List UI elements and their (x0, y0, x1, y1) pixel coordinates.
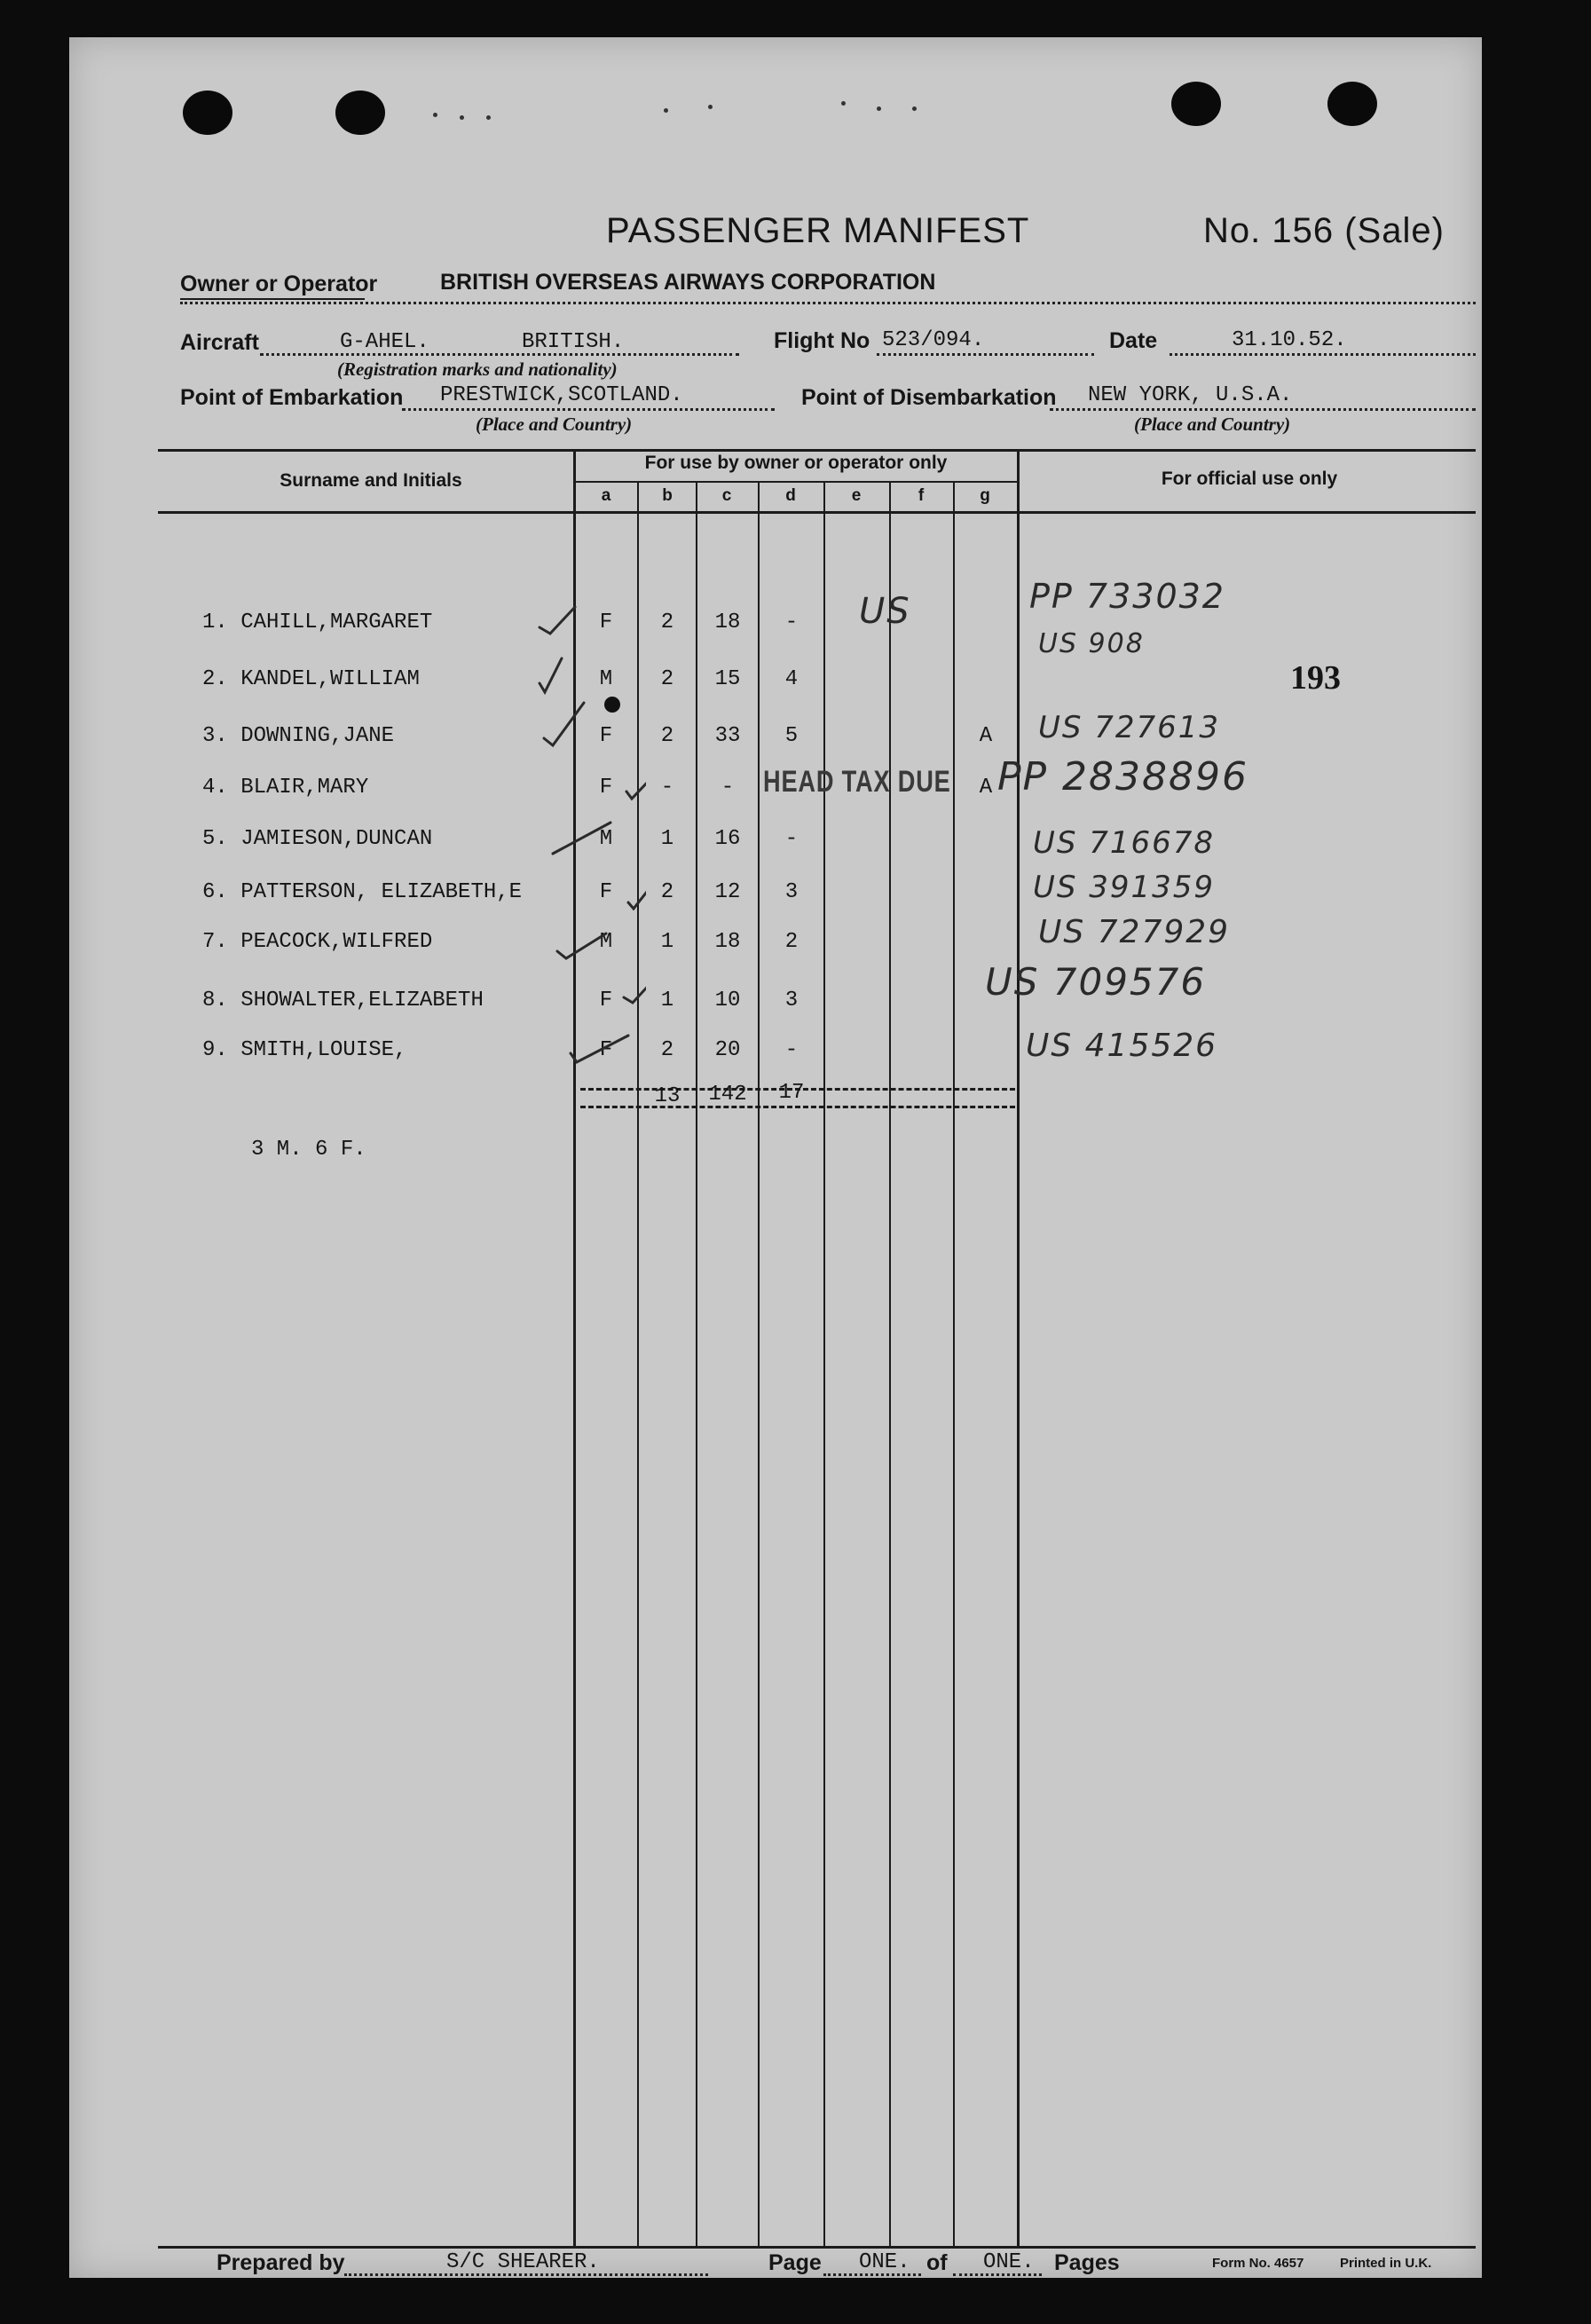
table-header-bottom-border (158, 511, 1476, 514)
passenger-name: 6. PATTERSON, ELIZABETH,E (202, 880, 523, 904)
cell-a: F (599, 724, 613, 748)
checkmark-icon (571, 1036, 628, 1062)
cell-b: 2 (660, 667, 674, 691)
cell-a: F (599, 776, 613, 800)
checkmark-icon (553, 823, 610, 854)
official-entry: US 709576 (985, 960, 1207, 1004)
registration-note: (Registration marks and nationality) (337, 358, 618, 380)
head-tax-due-stamp: HEAD TAX DUE (763, 765, 951, 799)
official-entry: PP 733032 (1029, 577, 1225, 616)
cell-a: F (599, 1038, 613, 1062)
page-title: PASSENGER MANIFEST (606, 211, 1030, 250)
disembarkation-label: Point of Disembarkation (801, 385, 1057, 410)
flight-date: 31.10.52. (1232, 328, 1347, 352)
cell-c: 10 (714, 989, 741, 1012)
cell-g: A (979, 724, 993, 748)
passenger-name: 4. BLAIR,MARY (202, 776, 369, 800)
passenger-name: 9. SMITH,LOUISE, (202, 1038, 407, 1062)
column-letter-c: c (721, 486, 732, 505)
operator-header: For use by owner or operator only (644, 453, 948, 473)
table-bottom-border (158, 2246, 1476, 2249)
totals-bottom-dashed-line (580, 1106, 1015, 1108)
speck (708, 105, 713, 109)
embarkation-note: (Place and Country) (476, 414, 633, 435)
embarkation-value: PRESTWICK,SCOTLAND. (440, 383, 683, 407)
cell-b: 2 (660, 1038, 674, 1062)
official-entry: US 415526 (1026, 1028, 1218, 1064)
cell-a: M (599, 827, 613, 851)
checkmark-icons (477, 587, 646, 1084)
cell-d: 3 (784, 880, 799, 904)
speck (460, 115, 464, 120)
embarkation-label: Point of Embarkation (180, 385, 404, 410)
column-divider (696, 481, 697, 2246)
cell-a: F (599, 880, 613, 904)
checkmark-icon (628, 876, 646, 909)
checkmark-icon (624, 969, 646, 1003)
checkmark-icon (540, 607, 575, 634)
cell-d: - (784, 1038, 799, 1062)
cell-d: 3 (784, 989, 799, 1012)
official-entry: US 908 (1038, 628, 1145, 659)
punch-hole (1327, 82, 1377, 126)
cell-b: - (660, 776, 674, 800)
official-entry: US 391359 (1033, 870, 1216, 905)
column-letter-d: d (785, 486, 796, 505)
form-number: Form No. 4657 (1212, 2256, 1304, 2271)
column-letter-b: b (662, 486, 673, 505)
speck (486, 115, 491, 120)
owner-label-underline (180, 298, 365, 300)
speck (433, 113, 437, 117)
of-label: of (926, 2250, 948, 2275)
aircraft-dotted-line (260, 353, 739, 356)
official-entry: US 716678 (1033, 825, 1216, 861)
cell-c: 15 (714, 667, 741, 691)
speck (912, 106, 917, 111)
column-letter-f: f (918, 486, 925, 505)
owner-value: BRITISH OVERSEAS AIRWAYS CORPORATION (440, 270, 936, 295)
page-label: Page (768, 2250, 822, 2275)
cell-d: 5 (784, 724, 799, 748)
total-b: 13 (654, 1084, 681, 1108)
cell-a: M (599, 667, 613, 691)
cell-d: - (784, 827, 799, 851)
stamped-number: 193 (1290, 659, 1341, 697)
cell-b: 2 (660, 724, 674, 748)
flight-number: 523/094. (882, 328, 985, 352)
cell-d: 4 (784, 667, 799, 691)
aircraft-nationality: BRITISH. (522, 330, 625, 354)
printed-in: Printed in U.K. (1340, 2256, 1432, 2271)
cell-a: F (599, 989, 613, 1012)
checkmark-icon (540, 658, 562, 692)
speck (841, 101, 846, 106)
cell-c: 16 (714, 827, 741, 851)
column-letter-e: e (851, 486, 862, 505)
cell-c: 33 (714, 724, 741, 748)
column-letter-a: a (601, 486, 611, 505)
official-entry: US 727613 (1038, 710, 1221, 745)
column-divider (758, 481, 760, 2246)
speck (877, 106, 881, 111)
date-label: Date (1109, 328, 1158, 353)
checkmark-icon (626, 760, 646, 799)
cell-d: 2 (784, 930, 799, 954)
pages-label: Pages (1054, 2250, 1120, 2275)
column-letter-g: g (980, 486, 990, 505)
cell-c: 18 (714, 930, 741, 954)
passenger-name: 2. KANDEL,WILLIAM (202, 667, 420, 691)
cell-g: A (979, 776, 993, 800)
manifest-number: No. 156 (Sale) (1203, 211, 1445, 250)
total-c: 142 (708, 1083, 747, 1107)
owner-label: Owner or Operator (180, 272, 378, 296)
cell-b: 1 (660, 989, 674, 1012)
ink-blot-icon (604, 697, 620, 713)
cell-c: 12 (714, 880, 741, 904)
passenger-name: 8. SHOWALTER,ELIZABETH (202, 989, 484, 1012)
manifest-sheet (69, 37, 1482, 2278)
aircraft-registration: G-AHEL. (340, 330, 429, 354)
punch-hole (335, 91, 385, 135)
cell-c: 18 (714, 611, 741, 634)
flight-no-dotted-line (877, 353, 1094, 356)
cell-a: F (599, 611, 613, 634)
column-divider (889, 481, 891, 2246)
disembarkation-dotted-line (1050, 408, 1476, 411)
cell-b: 2 (660, 880, 674, 904)
official-header: For official use only (1161, 469, 1338, 489)
cell-c: 20 (714, 1038, 741, 1062)
cell-d: - (784, 611, 799, 634)
table-top-border (158, 449, 1476, 452)
checkmark-icon (557, 934, 606, 958)
cell-b: 2 (660, 611, 674, 634)
prepared-by-value: S/C SHEARER. (446, 2250, 600, 2274)
passenger-name: 1. CAHILL,MARGARET (202, 611, 433, 634)
handwritten-us-mark: US (859, 591, 911, 632)
aircraft-label: Aircraft (180, 330, 259, 355)
prepared-by-label: Prepared by (217, 2250, 345, 2275)
passenger-name: 3. DOWNING,JANE (202, 724, 395, 748)
speck (664, 108, 668, 113)
cell-b: 1 (660, 930, 674, 954)
column-divider (953, 481, 955, 2246)
of-value: ONE. (983, 2250, 1035, 2274)
official-entry: PP 2838896 (997, 754, 1249, 800)
punch-hole (183, 91, 232, 135)
column-divider (1017, 449, 1020, 2246)
passenger-name: 5. JAMIESON,DUNCAN (202, 827, 433, 851)
punch-hole (1171, 82, 1221, 126)
owner-dotted-line (180, 302, 1476, 304)
page-value: ONE. (859, 2250, 910, 2274)
total-d: 17 (778, 1081, 805, 1105)
surname-header: Surname and Initials (280, 470, 462, 491)
operator-subheader-border (575, 481, 1019, 483)
column-divider (823, 481, 825, 2246)
date-dotted-line (1170, 353, 1476, 356)
cell-b: 1 (660, 827, 674, 851)
disembarkation-value: NEW YORK, U.S.A. (1088, 383, 1293, 407)
embarkation-dotted-line (402, 408, 775, 411)
disembarkation-note: (Place and Country) (1134, 414, 1291, 435)
cell-c: - (721, 776, 735, 800)
passenger-name: 7. PEACOCK,WILFRED (202, 930, 433, 954)
passenger-summary: 3 M. 6 F. (251, 1138, 366, 1162)
flight-no-label: Flight No (774, 328, 870, 353)
checkmark-icon (544, 703, 584, 745)
official-entry: US 727929 (1038, 914, 1231, 950)
cell-a: M (599, 930, 613, 954)
